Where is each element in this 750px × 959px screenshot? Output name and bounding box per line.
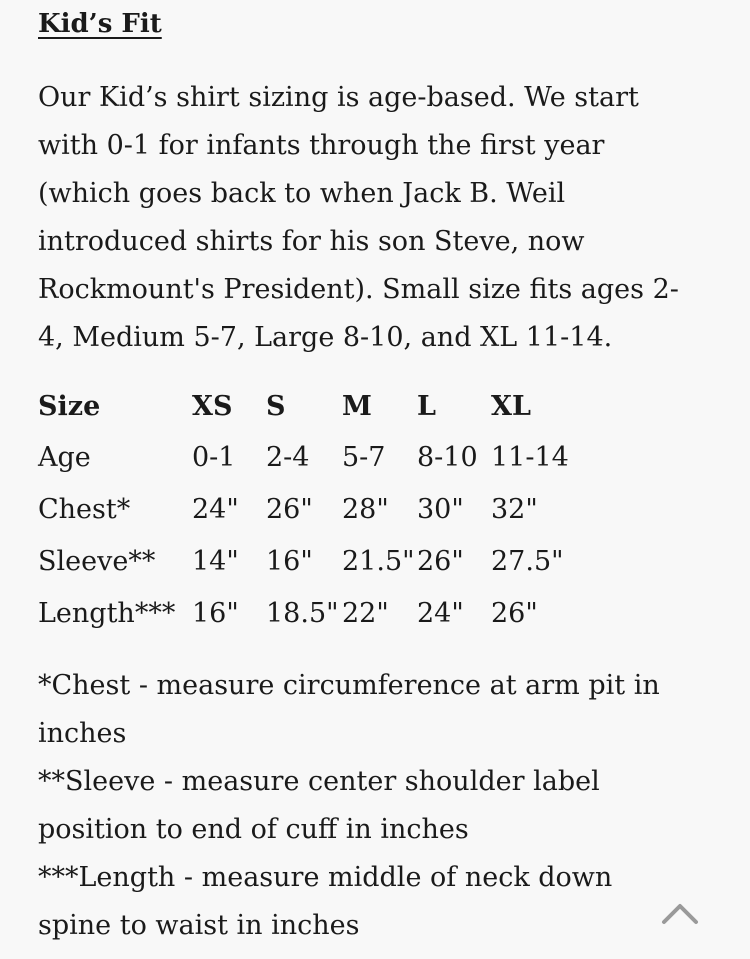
table-cell: 30" (417, 493, 464, 525)
table-row-age (38, 431, 581, 483)
intro-line: introduced shirts for his son Steve, now (38, 226, 585, 257)
table-cell: 24" (192, 493, 239, 525)
header-cell: M (342, 390, 372, 422)
note-line: position to end of cuff in inches (38, 814, 469, 845)
table-row-length (38, 587, 581, 639)
note-line: **Sleeve - measure center shoulder label (38, 766, 600, 797)
row-label: Length*** (38, 597, 176, 629)
table-cell: 0-1 (192, 441, 236, 473)
note-line: spine to waist in inches (38, 910, 360, 941)
intro-line: Our Kid’s shirt sizing is age-based. We start (38, 82, 639, 113)
table-cell: 14" (192, 545, 239, 577)
table-cell: 28" (342, 493, 389, 525)
table-cell: 26" (491, 597, 538, 629)
note-line: inches (38, 718, 127, 749)
table-cell: 26" (266, 493, 313, 525)
table-cell: 22" (342, 597, 389, 629)
header-cell: Size (38, 390, 101, 422)
table-cell: 26" (417, 545, 464, 577)
note-line: ***Length - measure middle of neck down (38, 862, 613, 893)
table-cell: 2-4 (266, 441, 310, 473)
table-cell: 5-7 (342, 441, 386, 473)
intro-line: Rockmount's President). Small size fits ages 2- (38, 274, 679, 305)
table-cell: 8-10 (417, 441, 478, 473)
row-label: Age (38, 441, 91, 473)
intro-line: (which goes back to when Jack B. Weil (38, 178, 566, 209)
table-cell: 21.5" (342, 545, 415, 577)
table-cell: 16" (266, 545, 313, 577)
note-line: *Chest - measure circumference at arm pit in (38, 670, 660, 701)
table-cell: 32" (491, 493, 538, 525)
measurement-notes (38, 662, 728, 950)
chevron-up-icon (660, 896, 700, 930)
table-header-row (38, 381, 581, 431)
table-cell: 18.5" (266, 597, 339, 629)
row-label: Chest* (38, 493, 131, 525)
table-row-chest (38, 483, 581, 535)
table-cell: 16" (192, 597, 239, 629)
row-label: Sleeve** (38, 545, 156, 577)
page-title: Kid’s Fit (38, 9, 162, 39)
header-cell: S (266, 390, 286, 422)
header-cell: L (417, 390, 436, 422)
table-cell: 24" (417, 597, 464, 629)
intro-line: 4, Medium 5-7, Large 8-10, and XL 11-14. (38, 322, 613, 353)
scroll-to-top-button[interactable] (660, 896, 700, 930)
table-cell: 11-14 (491, 441, 569, 473)
intro-paragraph (38, 74, 728, 362)
header-cell: XL (491, 390, 531, 422)
intro-line: with 0-1 for infants through the first year (38, 130, 605, 161)
table-row-sleeve (38, 535, 581, 587)
table-cell: 27.5" (491, 545, 564, 577)
header-cell: XS (192, 390, 233, 422)
size-chart-table (38, 381, 581, 639)
